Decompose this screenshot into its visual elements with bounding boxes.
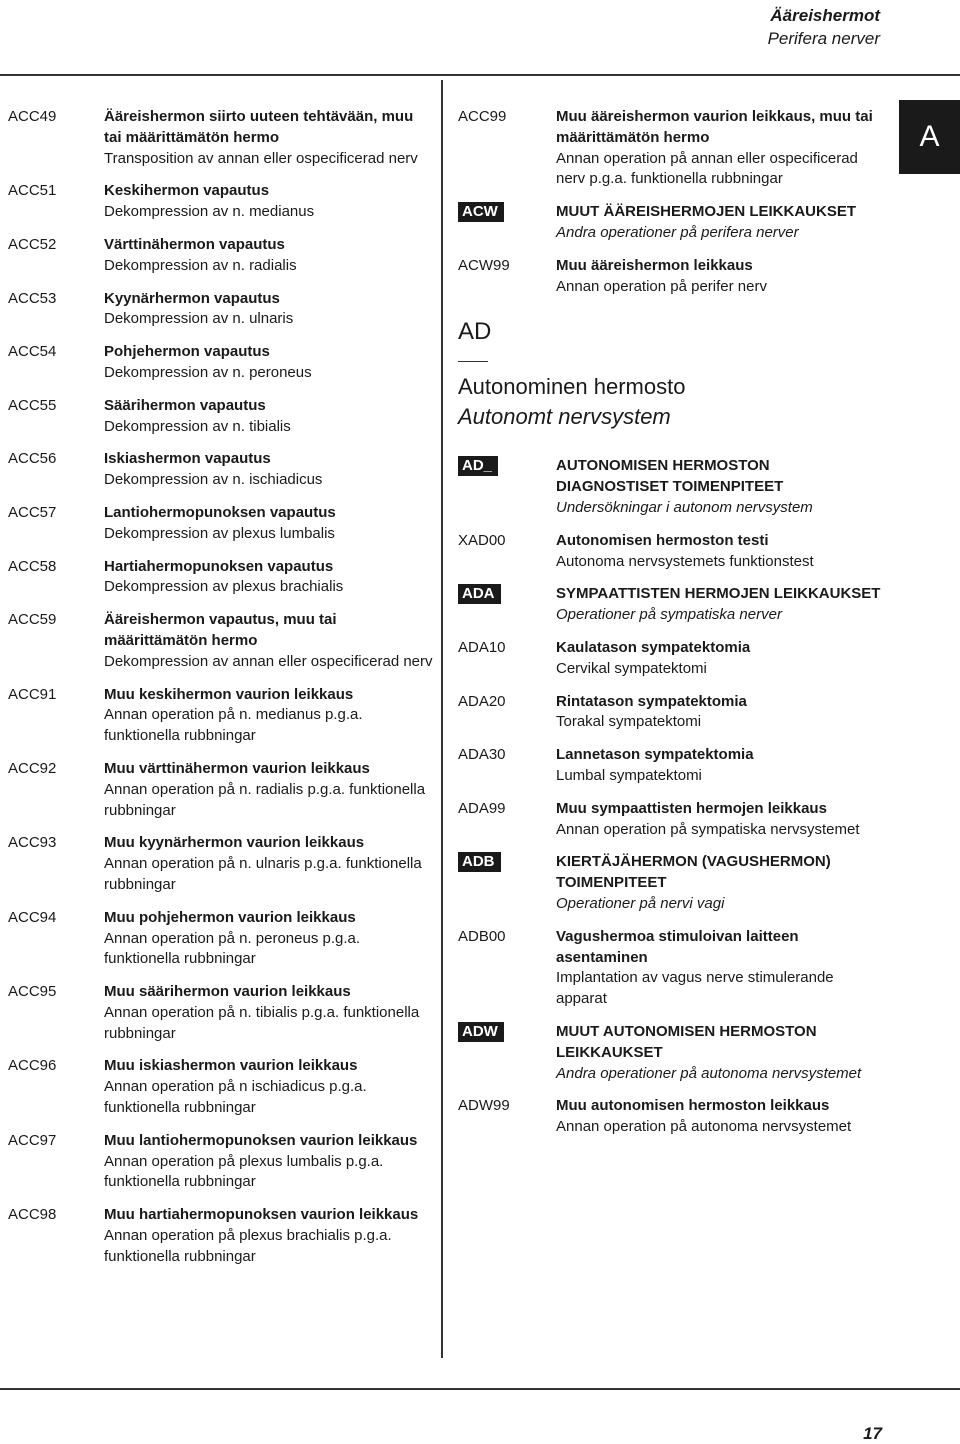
entry-code: ACC51 (8, 182, 57, 200)
entry-code: ADA99 (458, 799, 506, 817)
entry-title-fi: Hartiahermopunoksen vapautus (104, 557, 334, 575)
section-rule (458, 361, 488, 362)
category-title-sv: Undersökningar i autonom nervsystem (556, 498, 813, 516)
list-item (8, 1131, 433, 1193)
list-item (458, 927, 888, 1010)
entry-code: ACC58 (8, 557, 57, 575)
list-item (8, 1205, 433, 1267)
page-number: 17 (863, 1424, 882, 1443)
entry-title-fi: Muu keskihermon vaurion leikkaus (104, 685, 354, 703)
entry-code: ACC57 (8, 503, 57, 521)
entry-title-sv: Cervikal sympatektomi (556, 659, 707, 677)
list-item (458, 799, 888, 841)
entry-title-sv: Dekompression av annan eller ospecificerad nerv (104, 652, 433, 670)
entry-code: ADB00 (458, 927, 506, 945)
entry-title-fi: Muu sympaattisten hermojen leikkaus (556, 799, 827, 817)
entry-title-sv: Annan operation på n. tibialis p.g.a. funktionella rubbningar (104, 1003, 420, 1042)
entry-title-fi: Värttinähermon vapautus (104, 235, 285, 253)
entry-code: ADA30 (458, 746, 506, 764)
entry-title-fi: Lantiohermopunoksen vapautus (104, 503, 336, 521)
column-divider (441, 80, 443, 1358)
entry-title-sv: Dekompression av n. medianus (104, 203, 315, 221)
entry-title-fi: Lannetason sympatektomia (556, 746, 754, 764)
entry-title-sv: Implantation av vagus nerve stimulerande apparat (556, 969, 834, 1008)
entry-title-fi: Muu iskiashermon vaurion leikkaus (104, 1057, 358, 1075)
entry-title-fi: Muu pohjehermon vaurion leikkaus (104, 908, 356, 926)
entry-title-sv: Annan operation på n ischiadicus p.g.a. funktionella rubbningar (104, 1078, 367, 1117)
entry-code: ACC53 (8, 289, 57, 307)
category-heading (458, 852, 888, 914)
entry-title-fi: Muu kyynärhermon vaurion leikkaus (104, 834, 365, 852)
list-item (8, 685, 433, 747)
category-code-badge: ACW (458, 202, 504, 222)
entry-code: ACC56 (8, 450, 57, 468)
category-code-badge: ADB (458, 852, 501, 872)
category-heading (458, 584, 888, 626)
list-item (8, 503, 433, 545)
entry-code: ADA10 (458, 638, 506, 656)
left-column (8, 107, 433, 1280)
entry-title-sv: Annan operation på n. radialis p.g.a. funktionella rubbningar (104, 780, 426, 819)
entry-title-fi: Kaulatason sympatektomia (556, 638, 751, 656)
entry-code: ACC96 (8, 1057, 57, 1075)
category-title-fi: KIERTÄJÄHERMON (VAGUSHERMON) TOIMENPITEET (556, 853, 831, 892)
category-title-fi: SYMPAATTISTEN HERMOJEN LEIKKAUKSET (556, 585, 881, 603)
entry-title-sv: Annan operation på perifer nerv (556, 277, 767, 295)
entry-title-fi: Rintatason sympatektomia (556, 692, 747, 710)
category-code-badge: ADA (458, 584, 501, 604)
section-code: AD (458, 318, 492, 346)
entry-title-fi: Muu värttinähermon vaurion leikkaus (104, 759, 370, 777)
entry-code: ACW99 (458, 256, 510, 274)
entry-title-fi: Kyynärhermon vapautus (104, 289, 280, 307)
section-heading (458, 317, 888, 432)
bottom-rule (0, 1388, 960, 1390)
entry-title-sv: Dekompression av n. ischiadicus (104, 471, 323, 489)
entry-title-sv: Dekompression av n. ulnaris (104, 310, 294, 328)
entry-code: ACC54 (8, 343, 57, 361)
list-item (8, 610, 433, 672)
entry-title-fi: Ääreishermon siirto uuteen tehtävään, muu tai määrittämätön hermo (104, 108, 414, 146)
list-item (8, 107, 433, 169)
entry-code: ACC99 (458, 108, 507, 125)
entry-code: ACC94 (8, 908, 57, 926)
header-title-sv: Perifera nerver (767, 29, 880, 48)
entry-title-fi: Vagushermoa stimuloivan laitteen asentaminen (556, 927, 799, 966)
list-item (458, 638, 888, 680)
category-heading (458, 1022, 888, 1084)
list-item (458, 531, 888, 573)
entry-code: XAD00 (458, 531, 506, 549)
list-item (458, 1096, 888, 1138)
entry-title-fi: Muu ääreishermon leikkaus (556, 256, 753, 274)
section-title-fi: Autonominen hermosto (458, 374, 686, 400)
entry-title-sv: Annan operation på n. ulnaris p.g.a. funktionella rubbningar (104, 855, 422, 893)
entry-title-fi: Muu ääreishermon vaurion leikkaus, muu tai määrittämätön hermo (556, 108, 873, 146)
list-item (8, 557, 433, 599)
entry-title-fi: Iskiashermon vapautus (104, 450, 271, 468)
entry-title-fi: Säärihermon vapautus (104, 396, 266, 414)
entry-code: ACC91 (8, 685, 57, 703)
entry-title-fi: Keskihermon vapautus (104, 182, 270, 200)
entry-code: ADA20 (458, 692, 506, 710)
entry-title-fi: Autonomisen hermoston testi (556, 531, 769, 549)
section-tab: A (899, 100, 960, 174)
list-item (8, 449, 433, 491)
entry-title-sv: Autonoma nervsystemets funktionstest (556, 552, 814, 570)
entry-code: ACC98 (8, 1206, 57, 1224)
category-title-sv: Andra operationer på perifera nerver (556, 223, 799, 241)
list-item (8, 908, 433, 970)
list-item (458, 692, 888, 734)
section-title-sv: Autonomt nervsystem (458, 404, 671, 430)
list-item (8, 982, 433, 1044)
entry-title-sv: Annan operation på sympatiska nervsystemet (556, 820, 860, 838)
list-item (8, 833, 433, 895)
entry-title-sv: Annan operation på autonoma nervsystemet (556, 1118, 852, 1136)
entry-code: ACC95 (8, 983, 57, 1001)
entry-code: ACC49 (8, 108, 57, 125)
list-item (8, 235, 433, 277)
list-item (8, 342, 433, 384)
entry-code: ADW99 (458, 1097, 510, 1115)
category-heading (458, 202, 888, 244)
entry-title-sv: Dekompression av n. tibialis (104, 417, 291, 435)
entry-code: ACC97 (8, 1131, 57, 1149)
list-item (8, 1056, 433, 1118)
entry-title-sv: Annan operation på plexus brachialis p.g.a. funktionella rubbningar (104, 1227, 392, 1265)
category-code-badge: ADW (458, 1022, 504, 1042)
entry-title-sv: Lumbal sympatektomi (556, 766, 702, 784)
right-column (458, 107, 888, 1150)
category-heading (458, 456, 888, 518)
category-title-sv: Andra operationer på autonoma nervsystemet (556, 1064, 862, 1082)
list-item (8, 396, 433, 438)
entry-code: ACC92 (8, 759, 57, 777)
entry-title-sv: Dekompression av plexus brachialis (104, 578, 344, 596)
list-item (8, 289, 433, 331)
entry-title-fi: Muu hartiahermopunoksen vaurion leikkaus (104, 1206, 419, 1224)
entry-title-sv: Annan operation på n. medianus p.g.a. funktionella rubbningar (104, 706, 363, 745)
entry-title-fi: Muu säärihermon vaurion leikkaus (104, 983, 351, 1001)
list-item (8, 759, 433, 821)
entry-title-sv: Annan operation på n. peroneus p.g.a. funktionella rubbningar (104, 929, 361, 968)
page-header (768, 4, 880, 50)
category-title-fi: MUUT AUTONOMISEN HERMOSTON LEIKKAUKSET (556, 1022, 817, 1061)
list-item (8, 181, 433, 223)
list-item (458, 107, 888, 190)
entry-title-sv: Annan operation på plexus lumbalis p.g.a. funktionella rubbningar (104, 1152, 384, 1191)
entry-title-sv: Transposition av annan eller ospecificerad nerv (104, 149, 418, 167)
entry-title-fi: Pohjehermon vapautus (104, 343, 270, 361)
header-title-fi: Ääreishermot (770, 6, 880, 25)
entry-title-fi: Muu lantiohermopunoksen vaurion leikkaus (104, 1131, 418, 1149)
category-title-sv: Operationer på nervi vagi (556, 894, 725, 912)
entry-title-sv: Torakal sympatektomi (556, 713, 702, 731)
entry-code: ACC52 (8, 235, 57, 253)
entry-title-sv: Dekompression av plexus lumbalis (104, 524, 335, 542)
category-title-sv: Operationer på sympatiska nerver (556, 606, 782, 624)
entry-title-sv: Dekompression av n. peroneus (104, 363, 312, 381)
entry-title-fi: Muu autonomisen hermoston leikkaus (556, 1097, 830, 1115)
entry-code: ACC93 (8, 834, 57, 852)
list-item (458, 745, 888, 787)
top-rule (0, 74, 960, 76)
entry-code: ACC59 (8, 611, 57, 629)
category-title-fi: AUTONOMISEN HERMOSTON DIAGNOSTISET TOIMENPITEET (556, 457, 784, 496)
entry-title-sv: Dekompression av n. radialis (104, 256, 297, 274)
entry-code: ACC55 (8, 396, 57, 414)
list-item (458, 256, 888, 298)
entry-title-fi: Ääreishermon vapautus, muu tai määrittämätön hermo (104, 611, 337, 649)
entry-title-sv: Annan operation på annan eller ospecificerad nerv p.g.a. funktionella rubbningar (556, 149, 858, 188)
category-code-badge: AD_ (458, 456, 498, 476)
category-title-fi: MUUT ÄÄREISHERMOJEN LEIKKAUKSET (556, 203, 857, 221)
